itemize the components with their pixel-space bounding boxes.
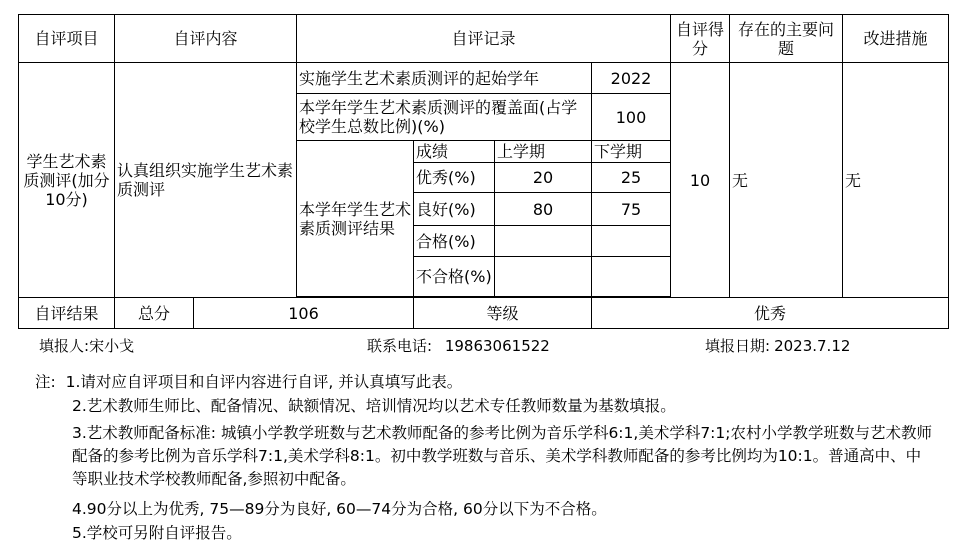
grade-term2: 75 xyxy=(592,193,671,226)
term2-header: 下学期 xyxy=(592,141,671,163)
note-1: 1.请对应自评项目和自评内容进行自评, 并认真填写此表。 xyxy=(65,373,463,391)
grade-term2 xyxy=(592,226,671,257)
filler-date-value: 2023.7.12 xyxy=(774,337,851,355)
note-4: 4.90分以上为优秀, 75—89分为良好, 60—74分为合格, 60分以下为不合格。 xyxy=(72,500,607,518)
note-5: 5.学校可另附自评报告。 xyxy=(72,524,242,542)
grade-term1: 20 xyxy=(495,163,592,193)
grade-term1: 80 xyxy=(495,193,592,226)
note-line xyxy=(35,521,935,545)
notes-prefix: 注: xyxy=(35,373,56,391)
grade-label: 良好(%) xyxy=(414,193,495,226)
filler-name-value: 宋小戈 xyxy=(89,337,135,355)
filler-phone-label: 联系电话: xyxy=(367,337,433,355)
header-record: 自评记录 xyxy=(297,15,671,63)
coverage-label: 本学年学生艺术素质测评的覆盖面(占学校学生总数比例)(%) xyxy=(297,94,592,141)
note-3: 3.艺术教师配备标准: 城镇小学教学班数与艺术教师配备的参考比例为音乐学科6:1,美术学科7:1;农村小学教学班数与艺术教师配备的参考比例为音乐学科7:1,美术学科8:1。初中教学班数与音乐、美术学科教师配备的参考比例均为10:1。普通高中、中等职业技术学校教师配备,参照初中配备。 xyxy=(72,424,932,488)
coverage-value: 100 xyxy=(592,94,671,141)
results-label: 本学年学生艺术素质测评结果 xyxy=(297,141,414,297)
grade-label: 不合格(%) xyxy=(414,257,495,297)
result-label: 自评结果 xyxy=(19,298,115,329)
filler-date xyxy=(705,335,850,356)
grade-label: 优秀(%) xyxy=(414,163,495,193)
problems-cell: 无 xyxy=(730,63,843,298)
note-2: 2.艺术教师生师比、配备情况、缺额情况、培训情况均以艺术专任教师数量为基数填报。 xyxy=(72,397,676,415)
header-problems: 存在的主要问题 xyxy=(730,15,843,63)
filler-date-label: 填报日期: xyxy=(705,337,771,355)
total-value: 106 xyxy=(194,298,414,329)
measures-cell: 无 xyxy=(843,63,949,298)
filler-name-label: 填报人: xyxy=(39,337,90,355)
item-cell: 学生艺术素质测评(加分10分) xyxy=(19,63,115,298)
filler-phone xyxy=(367,335,550,356)
header-content: 自评内容 xyxy=(115,15,297,63)
filler-phone-value: 19863061522 xyxy=(444,337,550,355)
total-label: 总分 xyxy=(115,298,194,329)
self-evaluation-table xyxy=(18,14,949,329)
note-line xyxy=(35,394,935,418)
level-value: 优秀 xyxy=(592,298,949,329)
start-year-label: 实施学生艺术素质测评的起始学年 xyxy=(297,63,592,94)
grade-term1 xyxy=(495,257,592,297)
grade-term2 xyxy=(592,257,671,297)
note-line xyxy=(35,497,935,521)
level-label: 等级 xyxy=(414,298,592,329)
content-cell: 认真组织实施学生艺术素质测评 xyxy=(115,63,297,298)
notes-section xyxy=(35,370,935,545)
note-line xyxy=(35,422,935,491)
header-measures: 改进措施 xyxy=(843,15,949,63)
filler-name xyxy=(39,335,134,356)
note-line xyxy=(35,370,935,394)
grade-header: 成绩 xyxy=(414,141,495,163)
header-item: 自评项目 xyxy=(19,15,115,63)
score-cell: 10 xyxy=(671,63,730,298)
grade-term2: 25 xyxy=(592,163,671,193)
header-score: 自评得分 xyxy=(671,15,730,63)
grade-term1 xyxy=(495,226,592,257)
start-year-value: 2022 xyxy=(592,63,671,94)
term1-header: 上学期 xyxy=(495,141,592,163)
grade-label: 合格(%) xyxy=(414,226,495,257)
